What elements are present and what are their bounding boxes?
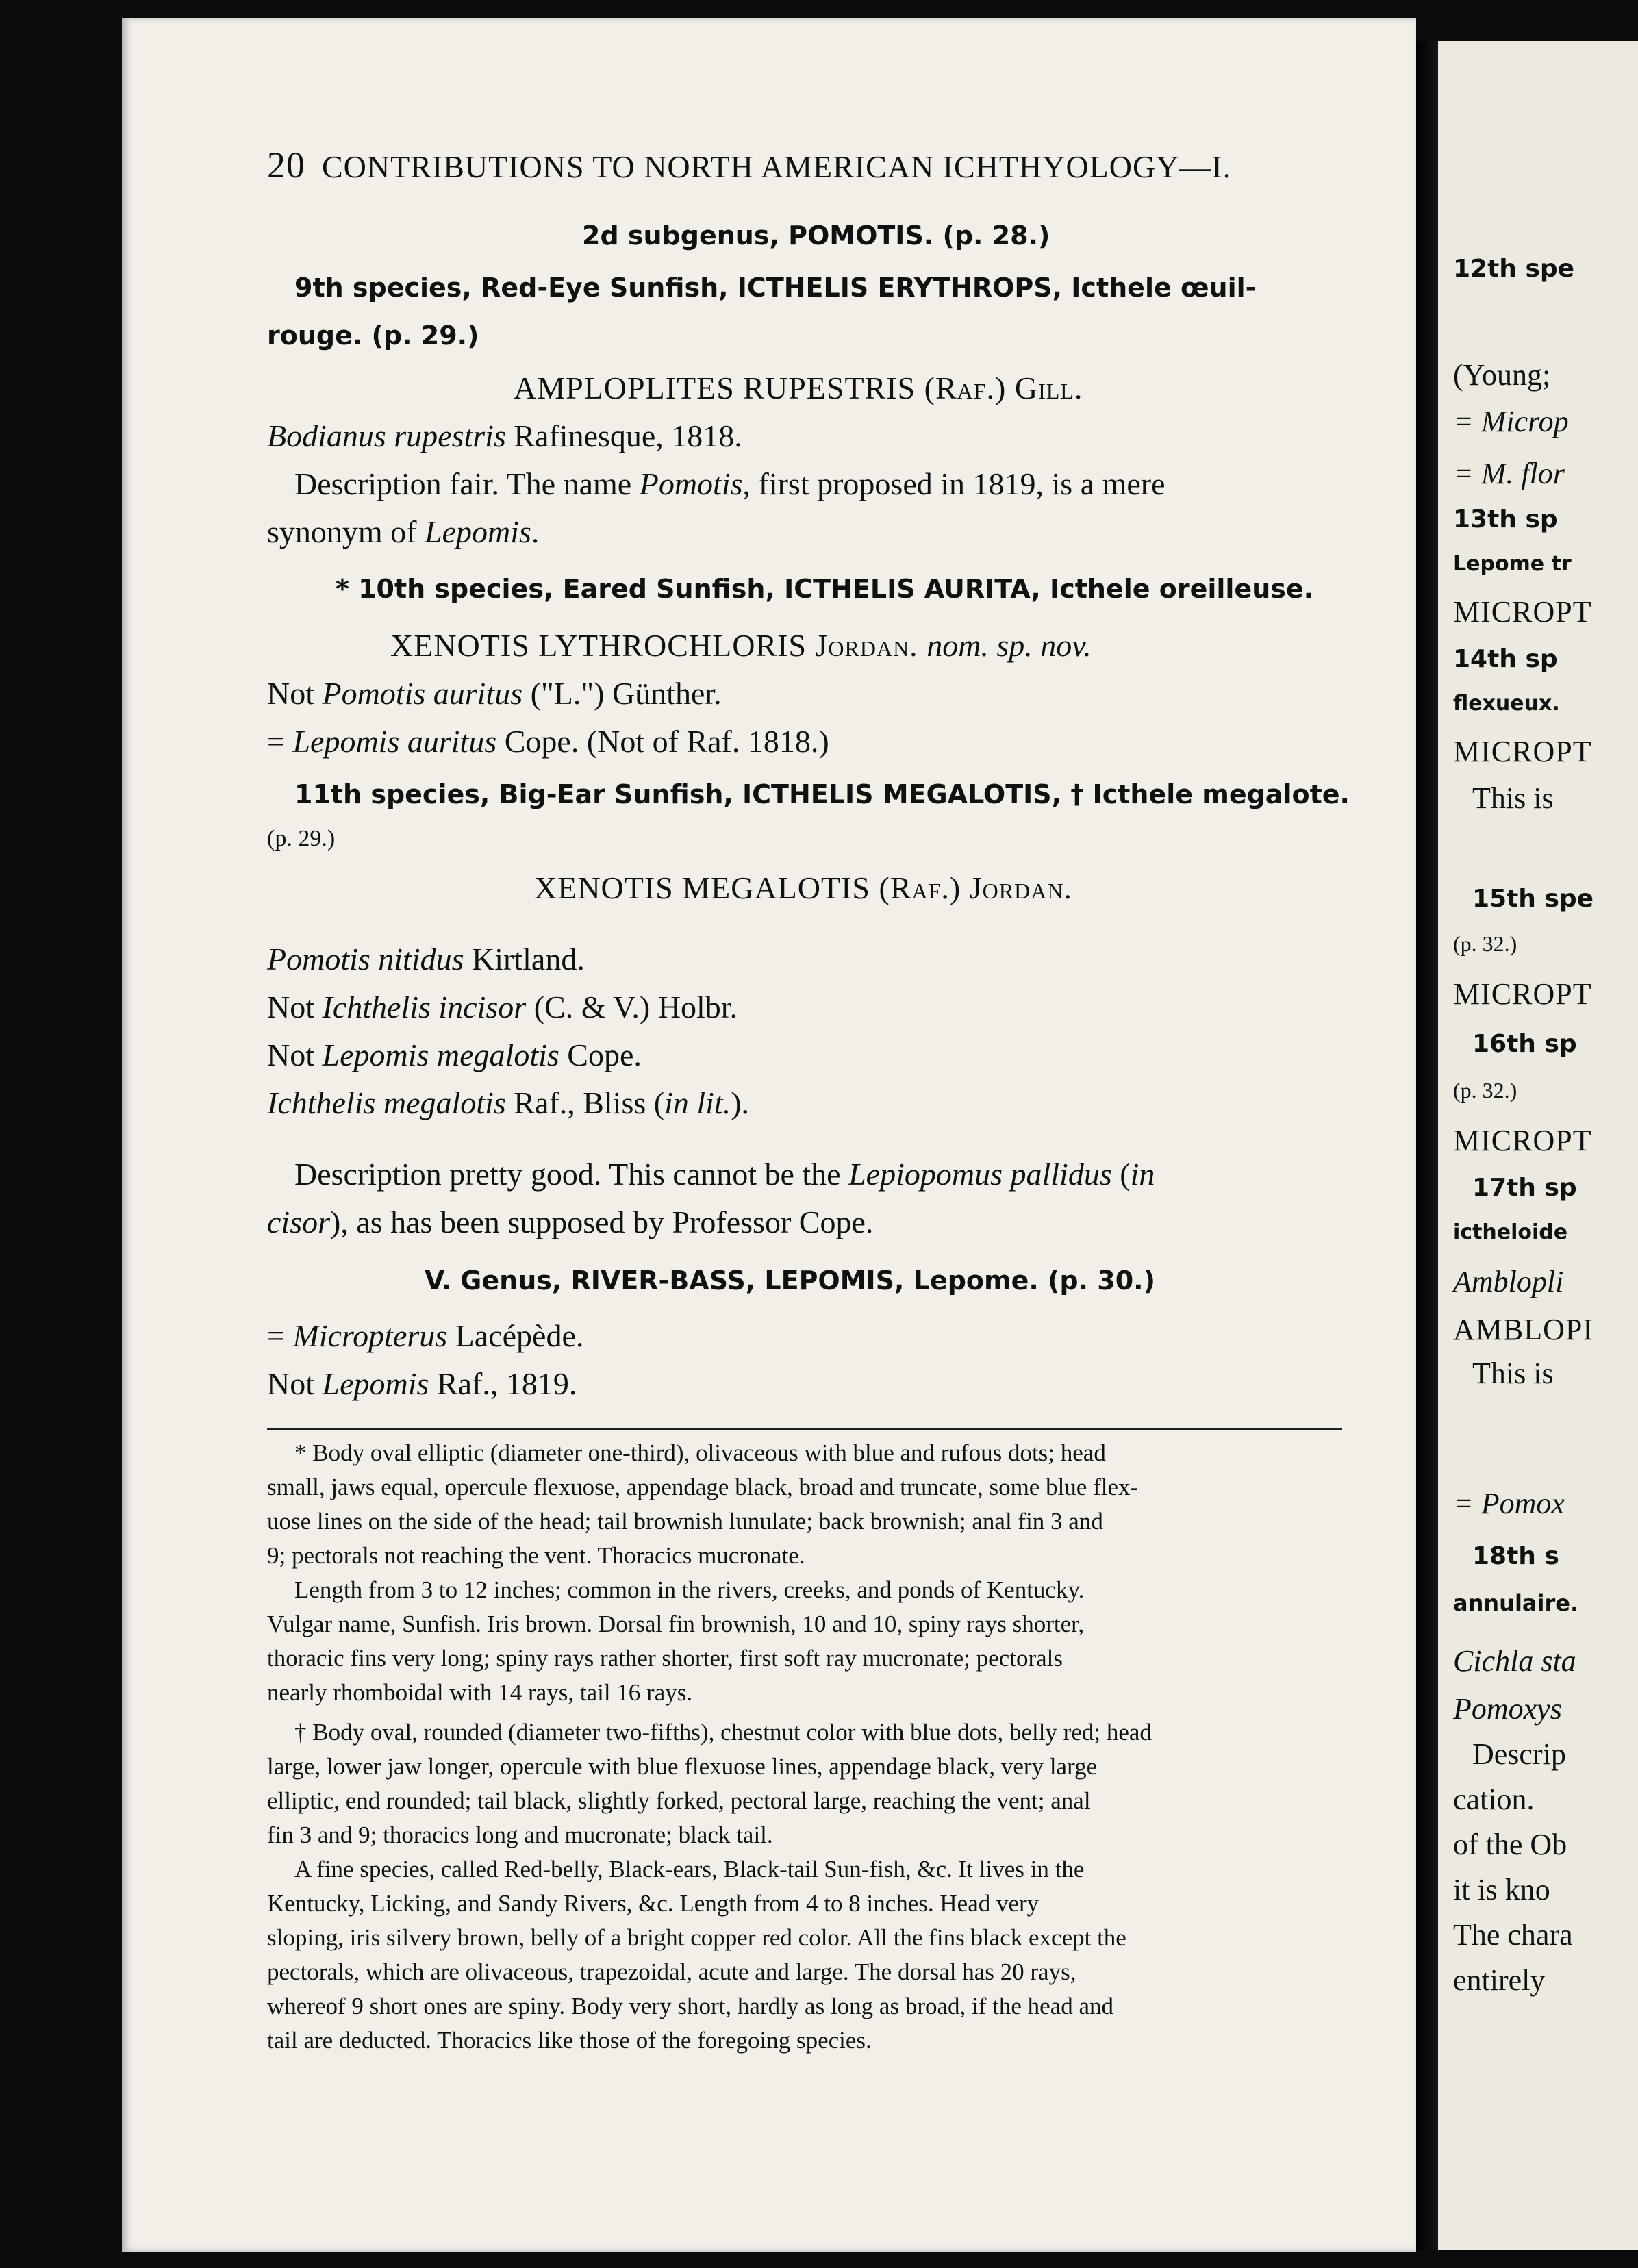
footnote-line: Vulgar name, Sunfish. Iris brown. Dorsal fin brownish, 10 and 10, spiny rays shorter,: [267, 1611, 1085, 1637]
next-page-line: AMBLOPI: [1453, 1313, 1594, 1346]
genus-heading: V. Genus, RIVER-BASS, LEPOMIS, Lepome. (p. 30.): [425, 1265, 1155, 1296]
next-page-line: = Microp: [1453, 405, 1569, 438]
next-page-line: Pomoxys: [1453, 1692, 1562, 1726]
next-page-line: Cichla sta: [1453, 1644, 1576, 1678]
next-page-line: annulaire.: [1453, 1590, 1579, 1616]
next-page-line: Lepome tr: [1453, 552, 1572, 576]
next-page-line: 15th spe: [1472, 885, 1594, 913]
paragraph-line: Description pretty good. This cannot be the Lepiopomus pallidus (in: [294, 1157, 1155, 1192]
next-page-line: flexueux.: [1453, 692, 1560, 716]
synonym-line: Not Lepomis megalotis Cope.: [267, 1037, 642, 1072]
footnote-line: pectorals, which are olivaceous, trapezoidal, acute and large. The dorsal has 20 rays,: [267, 1958, 1076, 1985]
next-page-line: MICROPT: [1453, 977, 1592, 1011]
footnote-rule: [267, 1428, 1342, 1430]
species-heading-cont: rouge. (p. 29.): [267, 320, 479, 351]
footnote-line: † Body oval, rounded (diameter two-fifths), chestnut color with blue dots, belly red; head: [294, 1719, 1152, 1746]
next-page-line: 18th s: [1472, 1542, 1559, 1570]
synonym-line: Not Ichthelis incisor (C. & V.) Holbr.: [267, 990, 738, 1024]
next-page-line: (p. 32.): [1453, 931, 1517, 956]
taxon-name: XENOTIS LYTHROCHLORIS Jordan. nom. sp. nov.: [390, 628, 1092, 663]
running-head-title: CONTRIBUTIONS TO NORTH AMERICAN ICHTHYOLOGY—I.: [322, 149, 1232, 184]
next-page-line: (Young;: [1453, 358, 1551, 392]
next-page-line: (p. 32.): [1453, 1078, 1517, 1102]
next-page-line: ictheloide: [1453, 1220, 1568, 1244]
next-page-line: it is kno: [1453, 1873, 1550, 1906]
footnote-line: sloping, iris silvery brown, belly of a bright copper red color. All the fins black except the: [267, 1924, 1126, 1951]
footnote-line: 9; pectorals not reaching the vent. Thoracics mucronate.: [267, 1542, 805, 1569]
running-header: [267, 144, 1231, 186]
footnote-line: thoracic fins very long; spiny rays rather shorter, first soft ray mucronate; pectorals: [267, 1645, 1063, 1672]
next-page-line: 14th sp: [1453, 645, 1558, 673]
subgenus-heading: 2d subgenus, POMOTIS. (p. 28.): [582, 220, 1050, 251]
synonym-line: = Lepomis auritus Cope. (Not of Raf. 1818.): [267, 724, 829, 759]
next-page-line: The chara: [1453, 1918, 1573, 1952]
footnote-line: Kentucky, Licking, and Sandy Rivers, &c. Length from 4 to 8 inches. Head very: [267, 1890, 1040, 1917]
footnote-line: fin 3 and 9; thoracics long and mucronate; black tail.: [267, 1822, 773, 1848]
taxon-name: XENOTIS MEGALOTIS (Raf.) Jordan.: [534, 870, 1072, 905]
next-page-line: MICROPT: [1453, 1124, 1592, 1157]
taxon-name: AMPLOPLITES RUPESTRIS (Raf.) Gill.: [514, 370, 1083, 405]
adjacent-page-fragment: [1438, 41, 1638, 2250]
footnote-line: Length from 3 to 12 inches; common in the rivers, creeks, and ponds of Kentucky.: [294, 1576, 1085, 1603]
species-heading-cont: (p. 29.): [267, 826, 336, 851]
next-page-line: = Pomox: [1453, 1487, 1565, 1520]
footnote-line: uose lines on the side of the head; tail brownish lunulate; back brownish; anal fin 3 and: [267, 1508, 1103, 1535]
footnote-line: tail are deducted. Thoracics like those of the foregoing species.: [267, 2027, 872, 2054]
synonym-line: Bodianus rupestris Rafinesque, 1818.: [267, 418, 742, 453]
species-heading: * 10th species, Eared Sunfish, ICTHELIS AURITA, Icthele oreilleuse.: [336, 574, 1314, 604]
paragraph-line: Description fair. The name Pomotis, first proposed in 1819, is a mere: [294, 466, 1166, 501]
footnote-line: nearly rhomboidal with 14 rays, tail 16 rays.: [267, 1679, 693, 1706]
synonym-line: Ichthelis megalotis Raf., Bliss (in lit.).: [267, 1085, 750, 1120]
synonym-line: Not Lepomis Raf., 1819.: [267, 1366, 577, 1401]
next-page-line: This is: [1472, 1357, 1554, 1390]
next-page-line: 13th sp: [1453, 505, 1558, 533]
next-page-line: = M. flor: [1453, 457, 1565, 490]
next-page-line: 16th sp: [1472, 1030, 1577, 1058]
next-page-line: entirely: [1453, 1963, 1546, 1997]
next-page-line: of the Ob: [1453, 1828, 1567, 1861]
footnote-line: whereof 9 short ones are spiny. Body very short, hardly as long as broad, if the head and: [267, 1993, 1114, 2019]
next-page-line: cation.: [1453, 1782, 1535, 1816]
footnote-line: elliptic, end rounded; tail black, slightly forked, pectoral large, reaching the vent; anal: [267, 1787, 1091, 1814]
next-page-line: Amblopli: [1453, 1265, 1564, 1298]
next-page-line: Descrip: [1472, 1737, 1566, 1771]
species-heading: 11th species, Big-Ear Sunfish, ICTHELIS MEGALOTIS, † Icthele megalote.: [294, 779, 1350, 809]
synonym-line: Pomotis nitidus Kirtland.: [267, 942, 585, 977]
footnote-line: large, lower jaw longer, opercule with blue flexuose lines, appendage black, very large: [267, 1753, 1098, 1780]
next-page-line: 12th spe: [1453, 255, 1575, 283]
next-page-line: MICROPT: [1453, 595, 1592, 629]
next-page-line: This is: [1472, 781, 1554, 815]
paragraph-line: synonym of Lepomis.: [267, 514, 540, 549]
paragraph-line: cisor), as has been supposed by Professor Cope.: [267, 1205, 874, 1239]
next-page-line: MICROPT: [1453, 735, 1592, 768]
synonym-line: = Micropterus Lacépède.: [267, 1318, 584, 1353]
page-number: 20: [267, 144, 305, 186]
next-page-line: 17th sp: [1472, 1174, 1577, 1202]
species-heading: 9th species, Red-Eye Sunfish, ICTHELIS ERYTHROPS, Icthele œuil-: [294, 273, 1257, 303]
synonym-line: Not Pomotis auritus ("L.") Günther.: [267, 676, 722, 711]
footnote-line: small, jaws equal, opercule flexuose, appendage black, broad and truncate, some blue flex-: [267, 1474, 1139, 1500]
footnote-line: A fine species, called Red-belly, Black-ears, Black-tail Sun-fish, &c. It lives in the: [294, 1856, 1085, 1882]
footnote-line: * Body oval elliptic (diameter one-third), olivaceous with blue and rufous dots; head: [294, 1439, 1106, 1466]
